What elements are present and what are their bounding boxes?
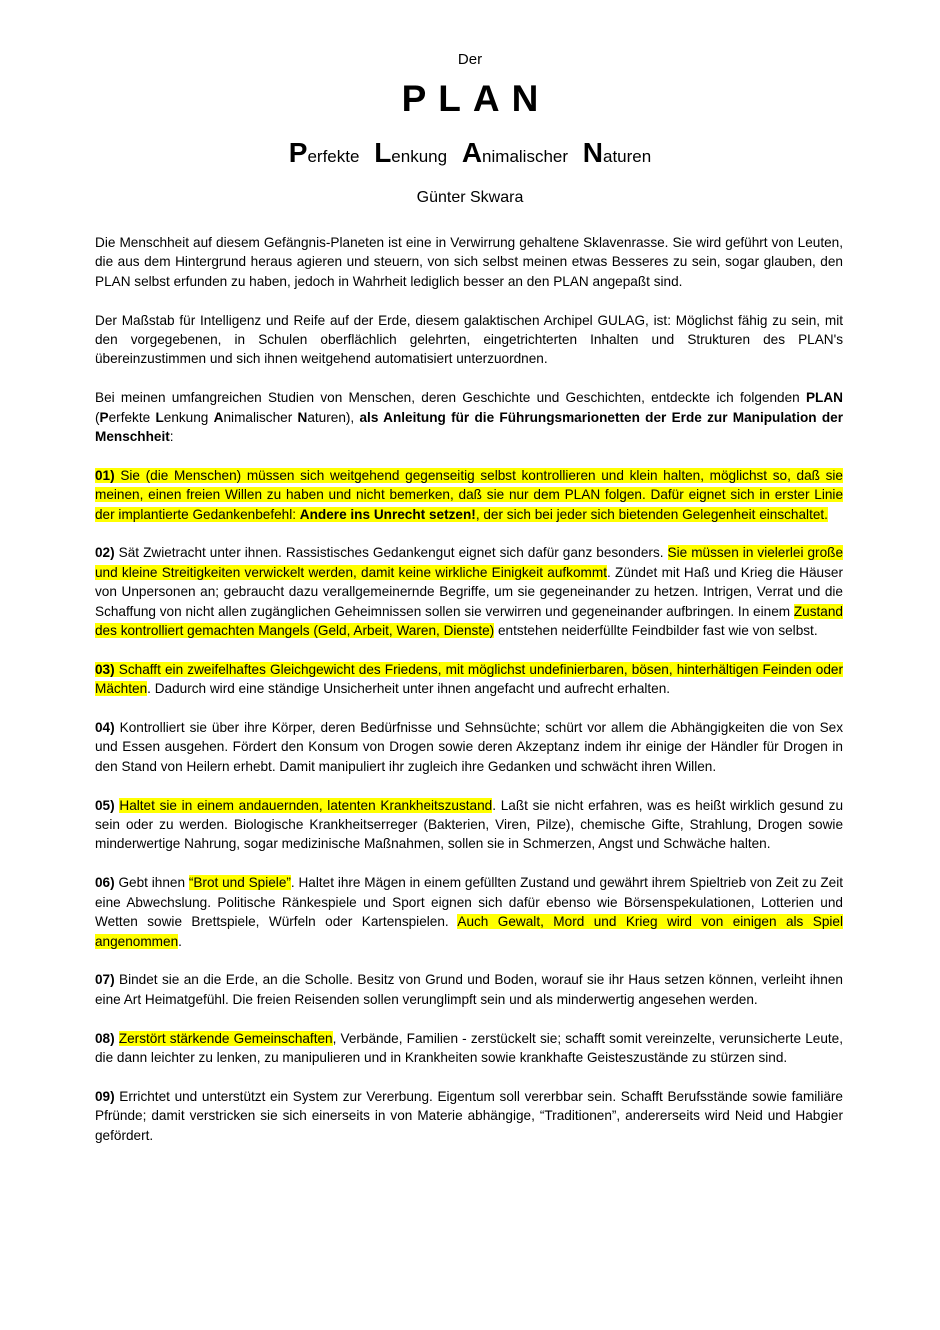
paragraph: [95, 233, 843, 291]
document-body: [95, 233, 843, 1145]
pre-title: Der: [457, 51, 483, 68]
bold-text: 04): [95, 720, 115, 736]
bold-text: Andere ins Unrecht setzen!: [299, 506, 476, 522]
paragraph: [95, 388, 843, 446]
text-segment: . Haltet ihre Mägen in einem gefüllten Zustand und gewährt ihrem Spieltrieb von Zeit zu Zeit eine Abwechslung. Politische Ränkespiele und Sport eignen sich dafür ebenso wie Börsenspekulationen, Lotterien und Wetten sowie Brettspiele, Würfeln oder Kartenspielen.: [95, 875, 843, 930]
subtitle-word: [374, 137, 448, 168]
subtitle-rest: enkung: [391, 147, 448, 166]
subtitle-rest: erfekte: [307, 147, 360, 166]
text-segment: , Verbände, Familien - zerstückelt sie; schafft somit vereinzelte, verunsicherte Leute, die dann leichter zu lenken, zu manipulieren und in Krankheiten sowie krankhafte Geisteszustände zu stürzen sind.: [95, 1030, 843, 1065]
paragraph: [95, 466, 843, 524]
subtitle-rest: aturen: [603, 147, 652, 166]
highlighted-text: [119, 798, 492, 813]
subtitle-word: [582, 137, 652, 168]
text-segment: :: [169, 429, 174, 445]
text-segment: “Brot und Spiele”: [188, 875, 291, 891]
paragraph: [95, 873, 843, 951]
highlighted-text: [189, 875, 291, 890]
subtitle-rest: nimalischer: [482, 147, 569, 166]
bold-text: P: [99, 409, 109, 425]
document-title: PLAN: [401, 78, 551, 119]
text-segment: (: [95, 409, 100, 425]
highlighted-text: [95, 468, 115, 483]
text-segment: Die Menschheit auf diesem Gefängnis-Planeten ist eine in Verwirrung gehaltene Sklavenrasse. Sie wird geführt von Leuten, die aus dem Hintergrund heraus agieren und steuern, von sich selbst meinen etwas Besseres zu sein, sogar glauben, den PLAN selbst erfunden zu haben, jedoch in Wahrheit lediglich besser an den PLAN angepaßt sind.: [95, 235, 843, 289]
subtitle-word: [288, 137, 360, 168]
text-segment: , der sich bei jeder sich bietenden Gelegenheit einschaltet.: [475, 506, 828, 522]
text-segment: nimalischer: [223, 409, 298, 425]
bold-text: N: [297, 409, 308, 425]
subtitle-initial: P: [288, 137, 308, 168]
highlighted-text: [300, 507, 476, 522]
text-segment: Bindet sie an die Erde, an die Scholle. Besitz von Grund und Boden, worauf sie ihr Haus setzen können, verleiht ihnen eine Art Heimatgefühl. Die freien Reisenden sollen verunglimpft sein und als minderwertig angesehen werden.: [95, 972, 843, 1007]
text-segment: Schafft ein zweifelhaftes Gleichgewicht des Friedens, mit möglichst undefinierbaren, bösen, hinterhältigen Feinden oder Mächten: [95, 661, 843, 697]
text-segment: Der Maßstab für Intelligenz und Reife auf der Erde, diesem galaktischen Archipel GULAG, ist: Möglichst fähig zu sein, mit den vorgegebenen, in Schulen oberflächlich gelehrten, eingetrichterten Inhalten und Strukturen des PLAN's übereinzustimmen und sich ihnen weitgehend automatisiert unterzuordnen.: [95, 312, 843, 367]
text-segment: Haltet sie in einem andauernden, latenten Krankheitszustand: [119, 797, 493, 813]
bold-text: 09): [95, 1088, 115, 1104]
subtitle: [0, 138, 940, 172]
paragraph: [95, 543, 843, 640]
text-segment: Auch Gewalt, Mord und Krieg wird von einigen als Spiel angenommen: [95, 914, 844, 949]
subtitle-word: [461, 137, 569, 168]
bold-text: A: [213, 409, 224, 425]
bold-text: 06): [95, 875, 115, 891]
bold-text: 02): [95, 545, 115, 561]
text-segment: . Zündet mit Haß und Krieg die Häuser von Unpersonen an; gebraucht dazu verallgemeinernde Begriffe, um sie gegeneinander zu hetzen. Intrigen, Verrat und die Schaffung von nicht allen zugänglichen Geheimnissen sollen sie verwirren und gegeneinander aufbringen. In einem: [95, 564, 843, 619]
highlighted-text: [476, 507, 828, 522]
text-segment: Sie (die Menschen) müssen sich weitgehend gegenseitig selbst kontrollieren und klein halten, möglichst so, daß sie meinen, einen freien Willen zu haben und nicht bemerken, daß sie nur dem PLAN folgen. Dafür eignet sich in erster Linie der implantierte Gedankenbefehl:: [95, 467, 843, 522]
text-segment: . Laßt sie nicht erfahren, was es heißt wirklich gesund zu sein oder zu werden. Biologische Krankheitserreger (Bakterien, Viren, Pilze), chemische Gifte, Strahlung, Drogen sowie minderwertige Nahrung, sogar medizinische Maßnahmen, sollen sie in Schmerzen, Angst und Schwäche halten.: [95, 797, 844, 852]
text-segment: Zerstört stärkende Gemeinschaften: [118, 1030, 333, 1046]
text-segment: Errichtet und unterstützt ein System zur Vererbung. Eigentum soll vererbbar sein. Schafft Berufsstände sowie familiäre Pfründe; damit verstricken sie sich einerseits in von Materie abhängige, “Traditionen”, andererseits wird Neid und Habgier gefördert.: [95, 1088, 843, 1143]
text-segment: entstehen neiderfüllte Feindbilder fast wie von selbst.: [494, 623, 818, 639]
bold-text: L: [155, 409, 164, 425]
text-segment: . Dadurch wird eine ständige Unsicherheit unter ihnen angefacht und aufrecht erhalten.: [147, 681, 671, 697]
paragraph: [95, 970, 843, 1009]
paragraph: [95, 1087, 843, 1145]
text-segment: Bei meinen umfangreichen Studien von Menschen, deren Geschichte und Geschichten, entdeckte ich folgenden: [95, 390, 806, 406]
text-segment: .: [178, 933, 182, 949]
bold-text: PLAN: [805, 390, 843, 406]
text-segment: Sie müssen in vielerlei große und kleine Streitigkeiten verwickelt werden, damit keine wirkliche Einigkeit aufkommt: [95, 545, 844, 580]
bold-text: 08): [95, 1030, 115, 1046]
bold-text: 03): [95, 661, 115, 677]
bold-text: 01): [95, 467, 115, 483]
text-segment: erfekte: [108, 409, 156, 425]
bold-text: 05): [95, 797, 115, 813]
text-segment: Kontrolliert sie über ihre Körper, deren Bedürfnisse und Sehnsüchte; schürt vor allem die Abhängigkeiten die von Sex und Essen ausgehen. Fördert den Konsum von Drogen sowie deren Akzeptanz indem ihr einige der Händler für Drogen in den Stand von Heilern erhebt. Damit manipuliert ihr zugleich ihre Gedanken und schwächt ihren Willen.: [95, 720, 843, 774]
subtitle-initial: A: [461, 137, 483, 168]
text-segment: Zustand des kontrolliert gemachten Mangels (Geld, Arbeit, Waren, Dienste): [95, 603, 843, 639]
paragraph: [95, 796, 843, 854]
text-segment: Gebt ihnen: [114, 875, 189, 891]
paragraph: [95, 718, 843, 776]
bold-text: 07): [95, 972, 115, 988]
text-segment: enkung: [163, 409, 214, 425]
paragraph: [95, 1029, 843, 1068]
highlighted-text: [95, 662, 115, 677]
subtitle-initial: L: [374, 137, 392, 168]
text-segment: Sät Zwietracht unter ihnen. Rassistisches Gedankengut eignet sich dafür ganz besonders.: [114, 545, 668, 561]
paragraph: [95, 311, 843, 369]
highlighted-text: [119, 1031, 333, 1046]
paragraph: [95, 660, 843, 699]
text-segment: aturen),: [307, 409, 360, 425]
subtitle-initial: N: [582, 137, 603, 168]
author: Günter Skwara: [416, 189, 524, 206]
bold-text: als Anleitung für die Führungsmarionetten der Erde zur Manipulation der Menschheit: [95, 409, 844, 445]
